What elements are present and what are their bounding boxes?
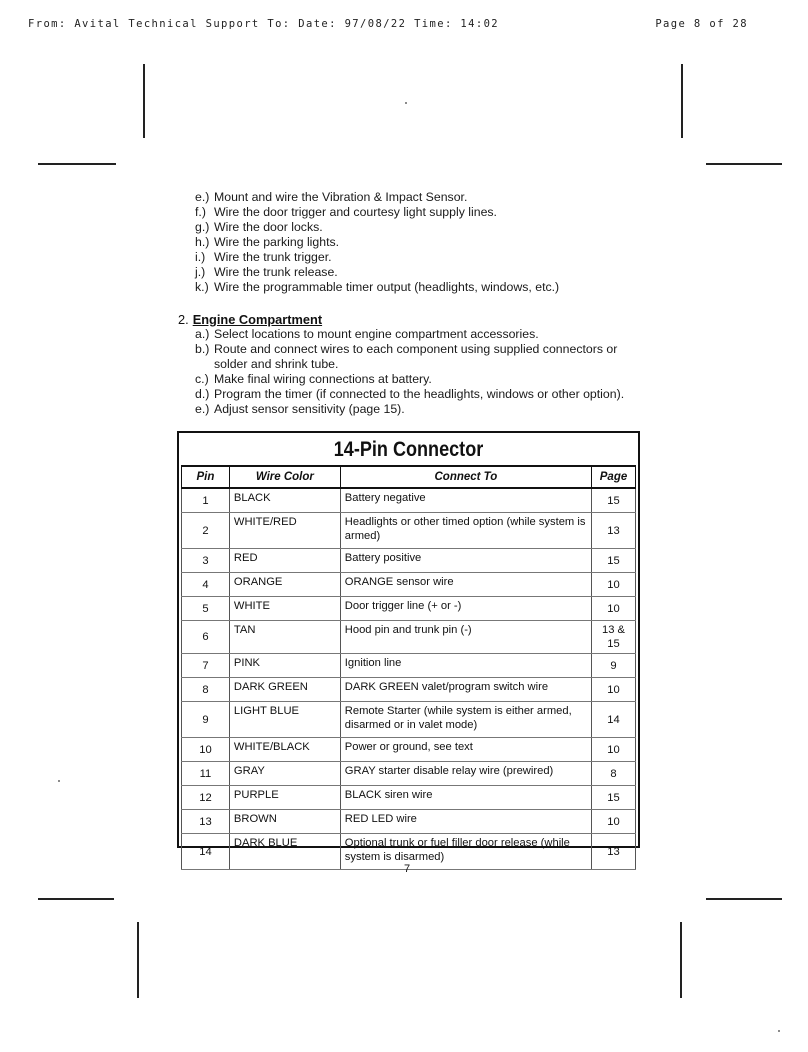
- pin-cell: 10: [182, 738, 230, 762]
- list-item: i.) Wire the trunk trigger.: [195, 250, 332, 264]
- table-header-row: [182, 466, 636, 488]
- scan-speck: [58, 780, 60, 782]
- connect-to-cell: Headlights or other timed option (while system is armed): [340, 513, 591, 549]
- page-cell: 15: [592, 549, 636, 573]
- list-item: e.) Mount and wire the Vibration & Impact Sensor.: [195, 190, 468, 204]
- pin-cell: 8: [182, 678, 230, 702]
- connect-to-cell: GRAY starter disable relay wire (prewired): [340, 762, 591, 786]
- crop-mark: [706, 898, 782, 900]
- page-cell: 10: [592, 738, 636, 762]
- list-item: j.) Wire the trunk release.: [195, 265, 338, 279]
- list-item: e.) Adjust sensor sensitivity (page 15).: [195, 402, 405, 416]
- list-item: b.) Route and connect wires to each component using supplied connectors or solder and shrink tube.: [195, 342, 618, 371]
- wire-color-cell: WHITE: [229, 597, 340, 621]
- pin-cell: 6: [182, 621, 230, 654]
- scan-speck: [778, 1030, 780, 1032]
- page-cell: 13: [592, 834, 636, 870]
- wire-color-cell: WHITE/RED: [229, 513, 340, 549]
- column-header: Pin: [182, 466, 230, 488]
- scan-speck: [405, 102, 407, 104]
- page-cell: 13 & 15: [592, 621, 636, 654]
- page-cell: 10: [592, 597, 636, 621]
- crop-mark: [681, 64, 683, 138]
- list-item: k.) Wire the programmable timer output (headlights, windows, etc.): [195, 280, 560, 294]
- pin-cell: 3: [182, 549, 230, 573]
- page-cell: 10: [592, 573, 636, 597]
- connector-table: [181, 465, 636, 870]
- page-cell: 10: [592, 678, 636, 702]
- table-title: 14-Pin Connector: [333, 438, 484, 461]
- table-row: [182, 621, 636, 654]
- table-row: [182, 513, 636, 549]
- table-row: [182, 738, 636, 762]
- pin-cell: 13: [182, 810, 230, 834]
- crop-mark: [38, 163, 116, 165]
- list-item: f.) Wire the door trigger and courtesy light supply lines.: [195, 205, 497, 219]
- page-cell: 9: [592, 654, 636, 678]
- page-cell: 15: [592, 786, 636, 810]
- wire-color-cell: PINK: [229, 654, 340, 678]
- wire-color-cell: PURPLE: [229, 786, 340, 810]
- crop-mark: [38, 898, 114, 900]
- fax-header-sender: From: Avital Technical Support To: Date: 97/08/22 Time: 14:02: [28, 18, 500, 30]
- wire-color-cell: RED: [229, 549, 340, 573]
- pin-cell: 5: [182, 597, 230, 621]
- pin-cell: 1: [182, 488, 230, 513]
- connect-to-cell: Remote Starter (while system is either armed, disarmed or in valet mode): [340, 702, 591, 738]
- wire-color-cell: LIGHT BLUE: [229, 702, 340, 738]
- page-cell: 14: [592, 702, 636, 738]
- wire-color-cell: DARK BLUE: [229, 834, 340, 870]
- wire-color-cell: DARK GREEN: [229, 678, 340, 702]
- pin-cell: 4: [182, 573, 230, 597]
- connect-to-cell: Optional trunk or fuel filler door release (while system is disarmed): [340, 834, 591, 870]
- table-row: [182, 810, 636, 834]
- table-row: [182, 549, 636, 573]
- connect-to-cell: BLACK siren wire: [340, 786, 591, 810]
- crop-mark: [137, 922, 139, 998]
- connect-to-cell: RED LED wire: [340, 810, 591, 834]
- connect-to-cell: Battery positive: [340, 549, 591, 573]
- wire-color-cell: TAN: [229, 621, 340, 654]
- list-item: c.) Make final wiring connections at battery.: [195, 372, 432, 386]
- list-item: g.) Wire the door locks.: [195, 220, 323, 234]
- table-row: [182, 654, 636, 678]
- pin-cell: 12: [182, 786, 230, 810]
- list-item: a.) Select locations to mount engine compartment accessories.: [195, 327, 539, 341]
- page-number: 7: [404, 863, 411, 875]
- section-title: Engine Compartment: [192, 312, 323, 327]
- pin-cell: 11: [182, 762, 230, 786]
- page-cell: 13: [592, 513, 636, 549]
- wire-color-cell: WHITE/BLACK: [229, 738, 340, 762]
- crop-mark: [706, 163, 782, 165]
- connect-to-cell: Door trigger line (+ or -): [340, 597, 591, 621]
- connect-to-cell: Power or ground, see text: [340, 738, 591, 762]
- wire-color-cell: GRAY: [229, 762, 340, 786]
- install-steps-list: [195, 190, 635, 295]
- crop-mark: [143, 64, 145, 138]
- table-row: [182, 786, 636, 810]
- fax-header: [28, 18, 748, 34]
- pin-cell: 14: [182, 834, 230, 870]
- table-row: [182, 702, 636, 738]
- table-row: [182, 762, 636, 786]
- section-number: 2.: [178, 312, 189, 327]
- wire-color-cell: ORANGE: [229, 573, 340, 597]
- engine-steps-list: [195, 327, 635, 417]
- page-cell: 10: [592, 810, 636, 834]
- section-heading: [178, 312, 322, 327]
- column-header: Page: [592, 466, 636, 488]
- page-cell: 15: [592, 488, 636, 513]
- table-row: [182, 678, 636, 702]
- column-header: Wire Color: [229, 466, 340, 488]
- connect-to-cell: DARK GREEN valet/program switch wire: [340, 678, 591, 702]
- wire-color-cell: BROWN: [229, 810, 340, 834]
- list-item: h.) Wire the parking lights.: [195, 235, 340, 249]
- pin-cell: 7: [182, 654, 230, 678]
- pin-cell: 9: [182, 702, 230, 738]
- table-row: [182, 488, 636, 513]
- wire-color-cell: BLACK: [229, 488, 340, 513]
- connector-table-box: [177, 431, 640, 863]
- connect-to-cell: ORANGE sensor wire: [340, 573, 591, 597]
- page-cell: 8: [592, 762, 636, 786]
- table-row: [182, 573, 636, 597]
- column-header: Connect To: [340, 466, 591, 488]
- pin-cell: 2: [182, 513, 230, 549]
- fax-header-page: Page 8 of 28: [655, 18, 748, 30]
- connect-to-cell: Battery negative: [340, 488, 591, 513]
- table-row: [182, 597, 636, 621]
- connect-to-cell: Ignition line: [340, 654, 591, 678]
- list-item: d.) Program the timer (if connected to the headlights, windows or other option).: [195, 387, 625, 401]
- connect-to-cell: Hood pin and trunk pin (-): [340, 621, 591, 654]
- crop-mark: [680, 922, 682, 998]
